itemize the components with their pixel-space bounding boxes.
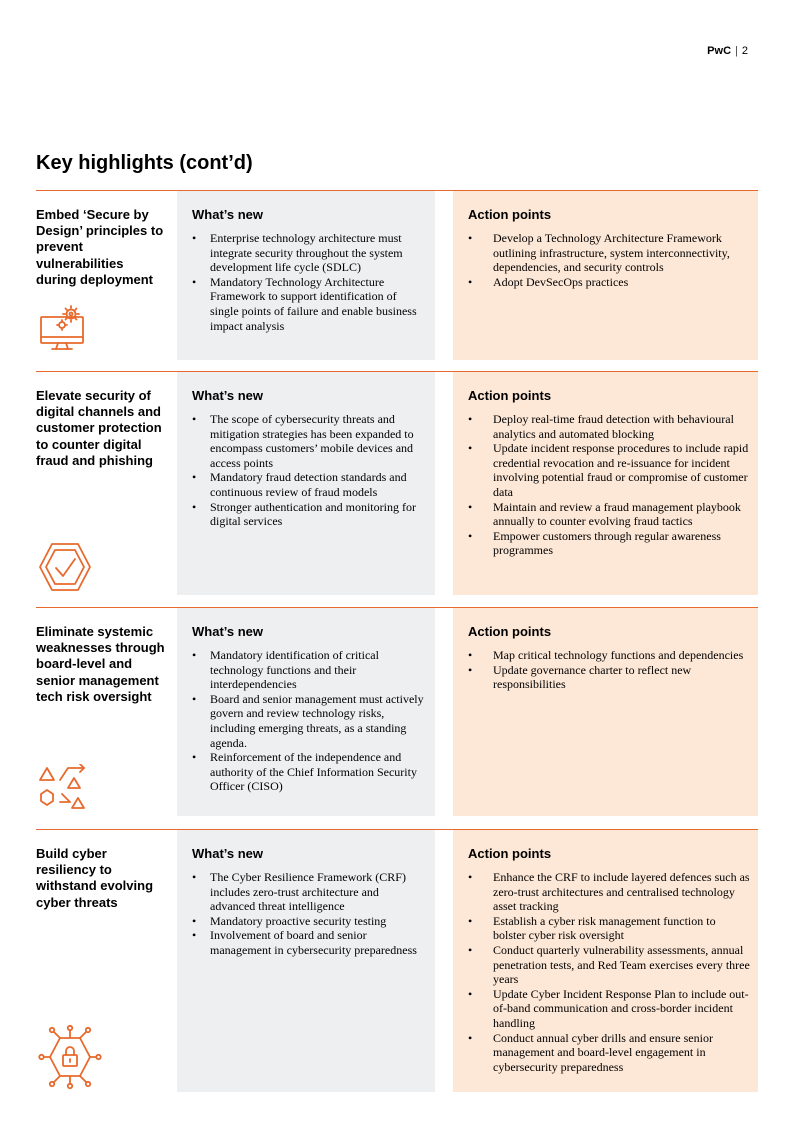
list-item: • Mandatory identification of critical technology functions and their interdependencies bbox=[192, 648, 427, 692]
highlight-row-1 bbox=[36, 190, 758, 360]
hexagon-checkmark-icon bbox=[38, 542, 92, 592]
row-topic: Elevate security of digital channels and customer protection to counter digital fraud and phishing bbox=[36, 388, 162, 468]
list-item: • Develop a Technology Architecture Framework outlining infrastructure, system interconnectivity, dependencies, and security controls bbox=[468, 231, 750, 275]
list-item: • Update Cyber Incident Response Plan to include out-of-band communication and cross-border incident handling bbox=[468, 987, 750, 1031]
page-number: 2 bbox=[741, 45, 748, 57]
whats-new-panel bbox=[177, 608, 435, 816]
whats-new-list bbox=[192, 870, 427, 958]
header-separator: | bbox=[735, 45, 738, 57]
list-item: • Adopt DevSecOps practices bbox=[468, 275, 750, 290]
row-topic: Build cyber resiliency to withstand evolving cyber threats bbox=[36, 846, 154, 910]
whats-new-list bbox=[192, 412, 427, 529]
whats-new-heading: What’s new bbox=[192, 846, 264, 861]
action-points-list bbox=[468, 231, 750, 289]
list-item: • Conduct annual cyber drills and ensure senior management and board-level engagement in cybersecurity preparedness bbox=[468, 1031, 750, 1075]
list-item: • Reinforcement of the independence and authority of the Chief Information Security Officer (CISO) bbox=[192, 750, 427, 794]
list-item: • Board and senior management must actively govern and review technology risks, including emerging threats, as a standing agenda. bbox=[192, 692, 427, 750]
action-points-panel bbox=[453, 372, 758, 595]
list-item: • Establish a cyber risk management function to bolster cyber risk oversight bbox=[468, 914, 750, 943]
action-points-panel bbox=[453, 608, 758, 816]
monitor-gears-icon bbox=[38, 303, 88, 353]
action-points-heading: Action points bbox=[468, 846, 552, 861]
whats-new-panel bbox=[177, 830, 435, 1092]
network-lock-icon bbox=[38, 1024, 102, 1090]
whats-new-heading: What’s new bbox=[192, 207, 264, 222]
list-item: • Stronger authentication and monitoring for digital services bbox=[192, 500, 427, 529]
page-header bbox=[707, 45, 748, 57]
list-item: • The scope of cybersecurity threats and mitigation strategies has been expanded to encompass customers’ mobile devices and access points bbox=[192, 412, 427, 470]
list-item: • Enterprise technology architecture must integrate security throughout the system development life cycle (SDLC) bbox=[192, 231, 427, 275]
action-points-panel bbox=[453, 830, 758, 1092]
page-title: Key highlights (cont’d) bbox=[36, 152, 253, 174]
action-points-list bbox=[468, 412, 750, 558]
whats-new-list bbox=[192, 648, 427, 794]
whats-new-panel bbox=[177, 372, 435, 595]
highlight-row-4 bbox=[36, 829, 758, 1092]
action-points-heading: Action points bbox=[468, 207, 552, 222]
brand-name: PwC bbox=[707, 45, 732, 57]
list-item: • Mandatory Technology Architecture Framework to support identification of single points of failure and enable business impact analysis bbox=[192, 275, 427, 333]
highlight-row-3 bbox=[36, 607, 758, 816]
action-points-panel bbox=[453, 191, 758, 360]
highlight-row-2 bbox=[36, 371, 758, 595]
list-item: • Empower customers through regular awareness programmes bbox=[468, 529, 750, 558]
whats-new-heading: What’s new bbox=[192, 624, 264, 639]
list-item: • Update incident response procedures to include rapid credential revocation and re-issuance for incident involving potential fraud or compromise of customer data bbox=[468, 441, 750, 499]
list-item: • Maintain and review a fraud management playbook annually to counter evolving fraud tactics bbox=[468, 500, 750, 529]
row-topic: Embed ‘Secure by Design’ principles to prevent vulnerabilities during deployment bbox=[36, 207, 164, 287]
whats-new-list bbox=[192, 231, 427, 333]
list-item: • Deploy real-time fraud detection with behavioural analytics and automated blocking bbox=[468, 412, 750, 441]
list-item: • Involvement of board and senior management in cybersecurity preparedness bbox=[192, 928, 427, 957]
whats-new-panel bbox=[177, 191, 435, 360]
whats-new-heading: What’s new bbox=[192, 388, 264, 403]
action-points-heading: Action points bbox=[468, 624, 552, 639]
list-item: • Mandatory proactive security testing bbox=[192, 914, 427, 929]
action-points-list bbox=[468, 870, 750, 1074]
list-item: • Map critical technology functions and dependencies bbox=[468, 648, 750, 663]
action-points-heading: Action points bbox=[468, 388, 552, 403]
list-item: • The Cyber Resilience Framework (CRF) includes zero-trust architecture and advanced threat intelligence bbox=[192, 870, 427, 914]
list-item: • Mandatory fraud detection standards and continuous review of fraud models bbox=[192, 470, 427, 499]
shapes-flow-icon bbox=[38, 764, 90, 812]
list-item: • Enhance the CRF to include layered defences such as zero-trust architectures and centralised technology asset tracking bbox=[468, 870, 750, 914]
list-item: • Update governance charter to reflect new responsibilities bbox=[468, 663, 750, 692]
action-points-list bbox=[468, 648, 750, 692]
list-item: • Conduct quarterly vulnerability assessments, annual penetration tests, and Red Team exercises every three years bbox=[468, 943, 750, 987]
row-topic: Eliminate systemic weaknesses through board-level and senior management tech risk oversight bbox=[36, 624, 165, 704]
